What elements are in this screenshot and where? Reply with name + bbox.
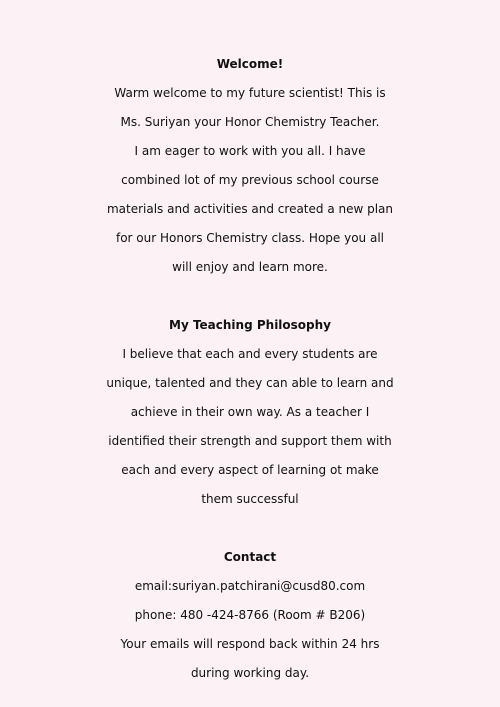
philosophy-line: each and every aspect of learning ot make [121,463,379,477]
contact-phone: phone: 480 -424-8766 (Room # B206) [134,608,366,622]
philosophy-line: them successful [201,492,299,506]
welcome-line: materials and activities and created a new plan [106,202,394,216]
welcome-line: I am eager to work with you all. I have [134,144,366,158]
welcome-section [0,50,500,282]
philosophy-line: I believe that each and every students are [122,347,378,361]
welcome-line: combined lot of my previous school course [121,173,379,187]
philosophy-section [0,311,500,514]
philosophy-line: identified their strength and support them with [108,434,392,448]
welcome-line: will enjoy and learn more. [172,260,328,274]
philosophy-heading: My Teaching Philosophy [169,318,331,332]
welcome-line: Ms. Suriyan your Honor Chemistry Teacher. [120,115,380,129]
philosophy-line: achieve in their own way. As a teacher I [130,405,370,419]
contact-note: Your emails will respond back within 24 hrs [120,637,380,651]
contact-heading: Contact [223,550,277,564]
philosophy-line: unique, talented and they can able to learn and [106,376,394,390]
welcome-line: Warm welcome to my future scientist! This is [114,86,386,100]
contact-note: during working day. [190,666,310,680]
contact-section [0,543,500,688]
welcome-line: for our Honors Chemistry class. Hope you all [115,231,384,245]
contact-email: email:suriyan.patchirani@cusd80.com [134,579,366,593]
welcome-heading: Welcome! [216,57,284,71]
